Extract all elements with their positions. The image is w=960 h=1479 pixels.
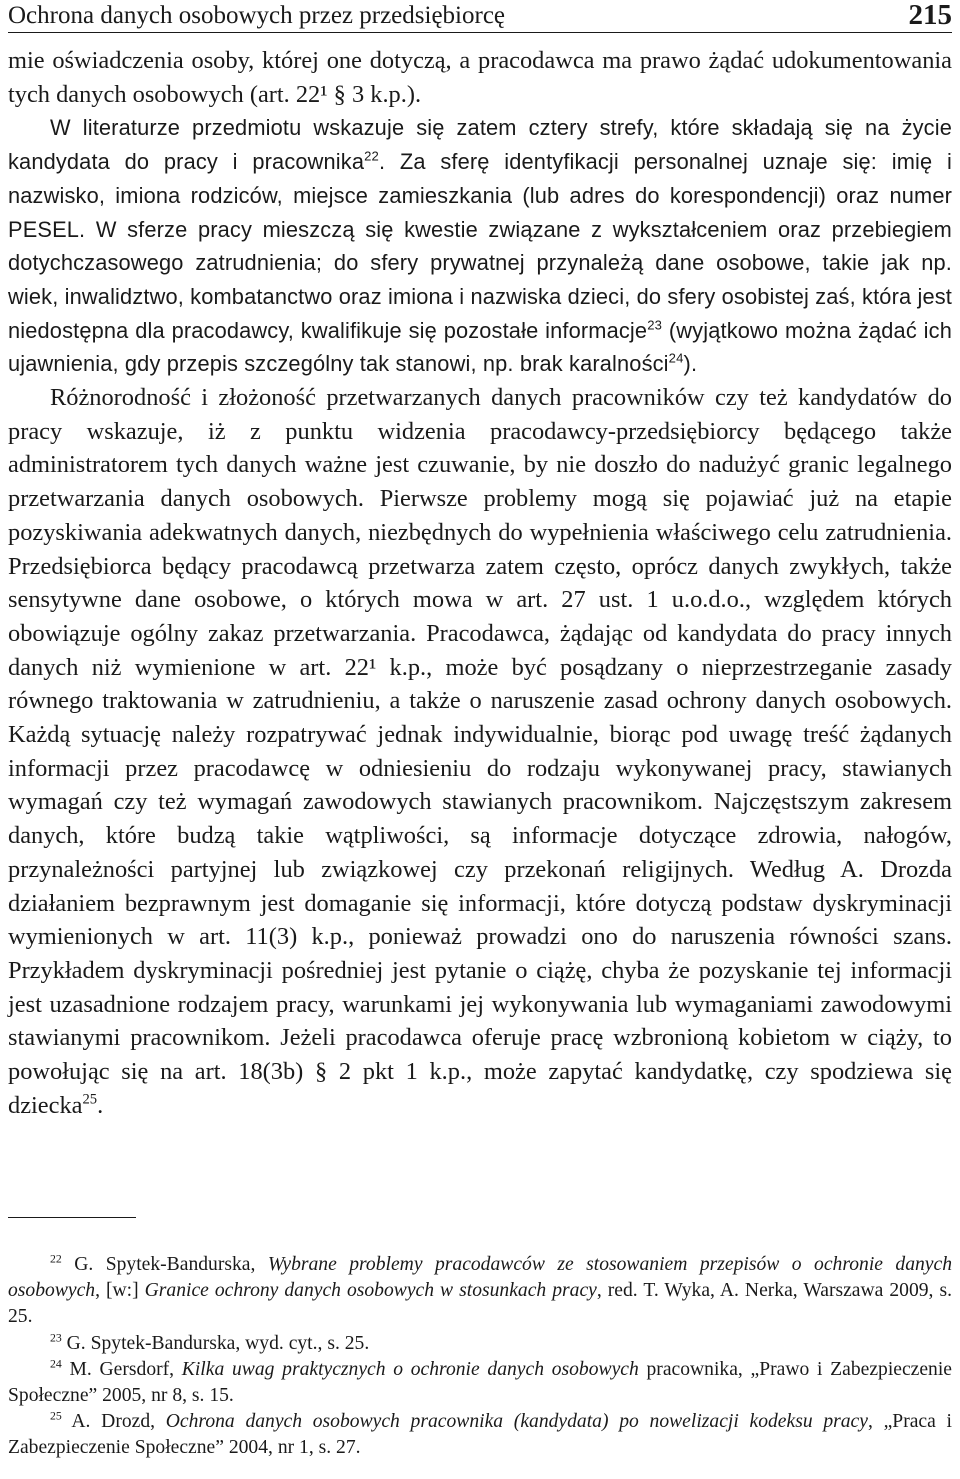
footnote-23: [8, 1331, 952, 1357]
running-header: [8, 0, 952, 33]
paragraph-four-spheres: [8, 111, 952, 381]
footnote-ref-22: 22: [364, 148, 379, 164]
footnote-number: 24: [50, 1357, 62, 1371]
footnote-number: 23: [50, 1330, 62, 1344]
footnote-separator: [8, 1217, 136, 1218]
footnote-title: Granice ochrony danych osobowych w stosunkach pracy: [144, 1280, 597, 1302]
page-number: 215: [908, 0, 952, 31]
footnotes: [8, 1252, 952, 1462]
paragraph-text: (wyjątkowo można żądać ich ujawnienia, gdy przepis szczególny tak stanowi, np. brak karalności: [8, 317, 952, 377]
paragraph-text: W literaturze przedmiotu wskazuje się zatem cztery strefy, które składają się na życie kandydata do pracy i pracownika: [8, 115, 952, 175]
footnote-text: A. Drozd,: [71, 1411, 166, 1433]
footnote-text: M. Gersdorf,: [69, 1358, 182, 1380]
footnote-title: Wybrane problemy pracodawców ze stosowaniem przepisów o ochronie danych osobowych: [8, 1254, 953, 1302]
footnote-text: , [w:]: [95, 1280, 145, 1302]
footnote-text: , red. T. Wyka, A. Nerka, Warszawa 2009, s. 25.: [8, 1280, 952, 1328]
paragraph-data-diversity: [8, 381, 952, 1122]
footnote-ref-24: 24: [668, 350, 684, 366]
footnote-number: 25: [50, 1409, 62, 1423]
paragraph-text: . Za sferę identyfikacji personalnej uznaje się: imię i nazwisko, imiona rodziców, miejsce zamieszkania (lub adres do korespondencji) oraz numer PESEL. W sferze pracy mieszczą się kwestie związane z wykształceniem oraz przebiegiem dotychczasowego zatrudnienia; do sfery prywatnej przynależą dane osobowe, takie jak np. wiek, inwalidztwo, kombatanctwo oraz imiona i nazwiska dzieci, do sfery osobistej zaś, która jest niedostępna dla pracodawcy, kwalifikuje się pozostałe informacje: [8, 149, 952, 343]
footnote-ref-23: 23: [647, 317, 663, 333]
footnote-number: 22: [50, 1252, 62, 1266]
footnote-25: [8, 1409, 952, 1461]
footnote-text: pracownika, „Prawo i Zabezpieczenie Społeczne” 2005, nr 8, s. 15.: [8, 1358, 952, 1407]
main-text: [8, 44, 952, 1123]
footnote-text: , „Praca i Zabezpieczenie Społeczne” 2004, nr 1, s. 27.: [8, 1411, 952, 1459]
footnote-22: [8, 1252, 952, 1331]
footnote-24: [8, 1357, 952, 1409]
paragraph-continued: mie oświadczenia osoby, której one dotyczą, a pracodawca ma prawo żądać udokumentowania tych danych osobowych (art. 22¹ § 3 k.p.).: [8, 47, 952, 108]
footnote-title: Kilka uwag praktycznych o ochronie danych osobowych: [181, 1358, 639, 1380]
paragraph-text: ).: [683, 351, 698, 377]
running-title: Ochrona danych osobowych przez przedsiębiorcę: [8, 2, 506, 29]
footnote-title: Ochrona danych osobowych pracownika (kandydata) po nowelizacji kodeksu pracy: [165, 1411, 868, 1433]
footnote-ref-25: 25: [82, 1091, 98, 1108]
paragraph-text: Różnorodność i złożoność przetwarzanych danych pracowników czy też kandydatów do pracy wskazuje, iż z punktu widzenia pracodawcy-przedsiębiorcy będącego także administratorem tych danych ważne jest czuwanie, by nie doszło do nadużyć granic legalnego przetwarzania danych osobowych. Pierwsze problemy mogą się pojawiać już na etapie pozyskiwania adekwatnych danych, niezbędnych do wypełnienia właściwego celu zatrudnienia. Przedsiębiorca będący pracodawcą przetwarza zatem często, oprócz danych zwykłych, także sensytywne dane osobowe, o których mowa w art. 27 ust. 1 u.o.d.o., względem których obowiązuje ogólny zakaz przetwarzania. Pracodawca, żądając od kandydata do pracy innych danych niż wymienione w art. 22¹ k.p., może być posądzany o nieprzestrzeganie zasady równego traktowania w zatrudnieniu, a także o naruszenie zasad ochrony danych osobowych. Każdą sytuację należy rozpatrywać jednak indywidualnie, biorąc pod uwagę treść żądanych informacji przez pracodawcę w odniesieniu do rodzaju wykonywanej pracy, stawianych wymagań czy też wymagań zawodowych stawianych pracownikom. Najczęstszym zakresem danych, które budzą takie wątpliwości, są informacje dotyczące zdrowia, nałogów, przynależności partyjnej lub związkowej czy przekonań religijnych. Według A. Drozda działaniem bezprawnym jest domaganie się informacji, które dotyczą podstaw dyskryminacji wymienionych w art. 11(3) k.p., ponieważ prowadzi ono do naruszenia równości szans. Przykładem dyskryminacji pośredniej jest pytanie o ciążę, chyba że pozyskanie tej informacji jest uzasadnione rodzajem pracy, warunkami jej wykonywania lub wymaganiami zawodowymi stawianymi pracownikom. Jeżeli pracodawca oferuje pracę wzbronioną kobietom w ciąży, to powołując się na art. 18(3b) § 2 pkt 1 k.p., może zapytać kandydatkę, czy spodziewa się dziecka: [8, 384, 952, 1119]
footnote-text: G. Spytek-Bandurska, wyd. cyt., s. 25.: [66, 1332, 370, 1354]
paragraph-text: .: [97, 1091, 104, 1119]
footnote-text: G. Spytek-Bandurska,: [74, 1254, 268, 1275]
